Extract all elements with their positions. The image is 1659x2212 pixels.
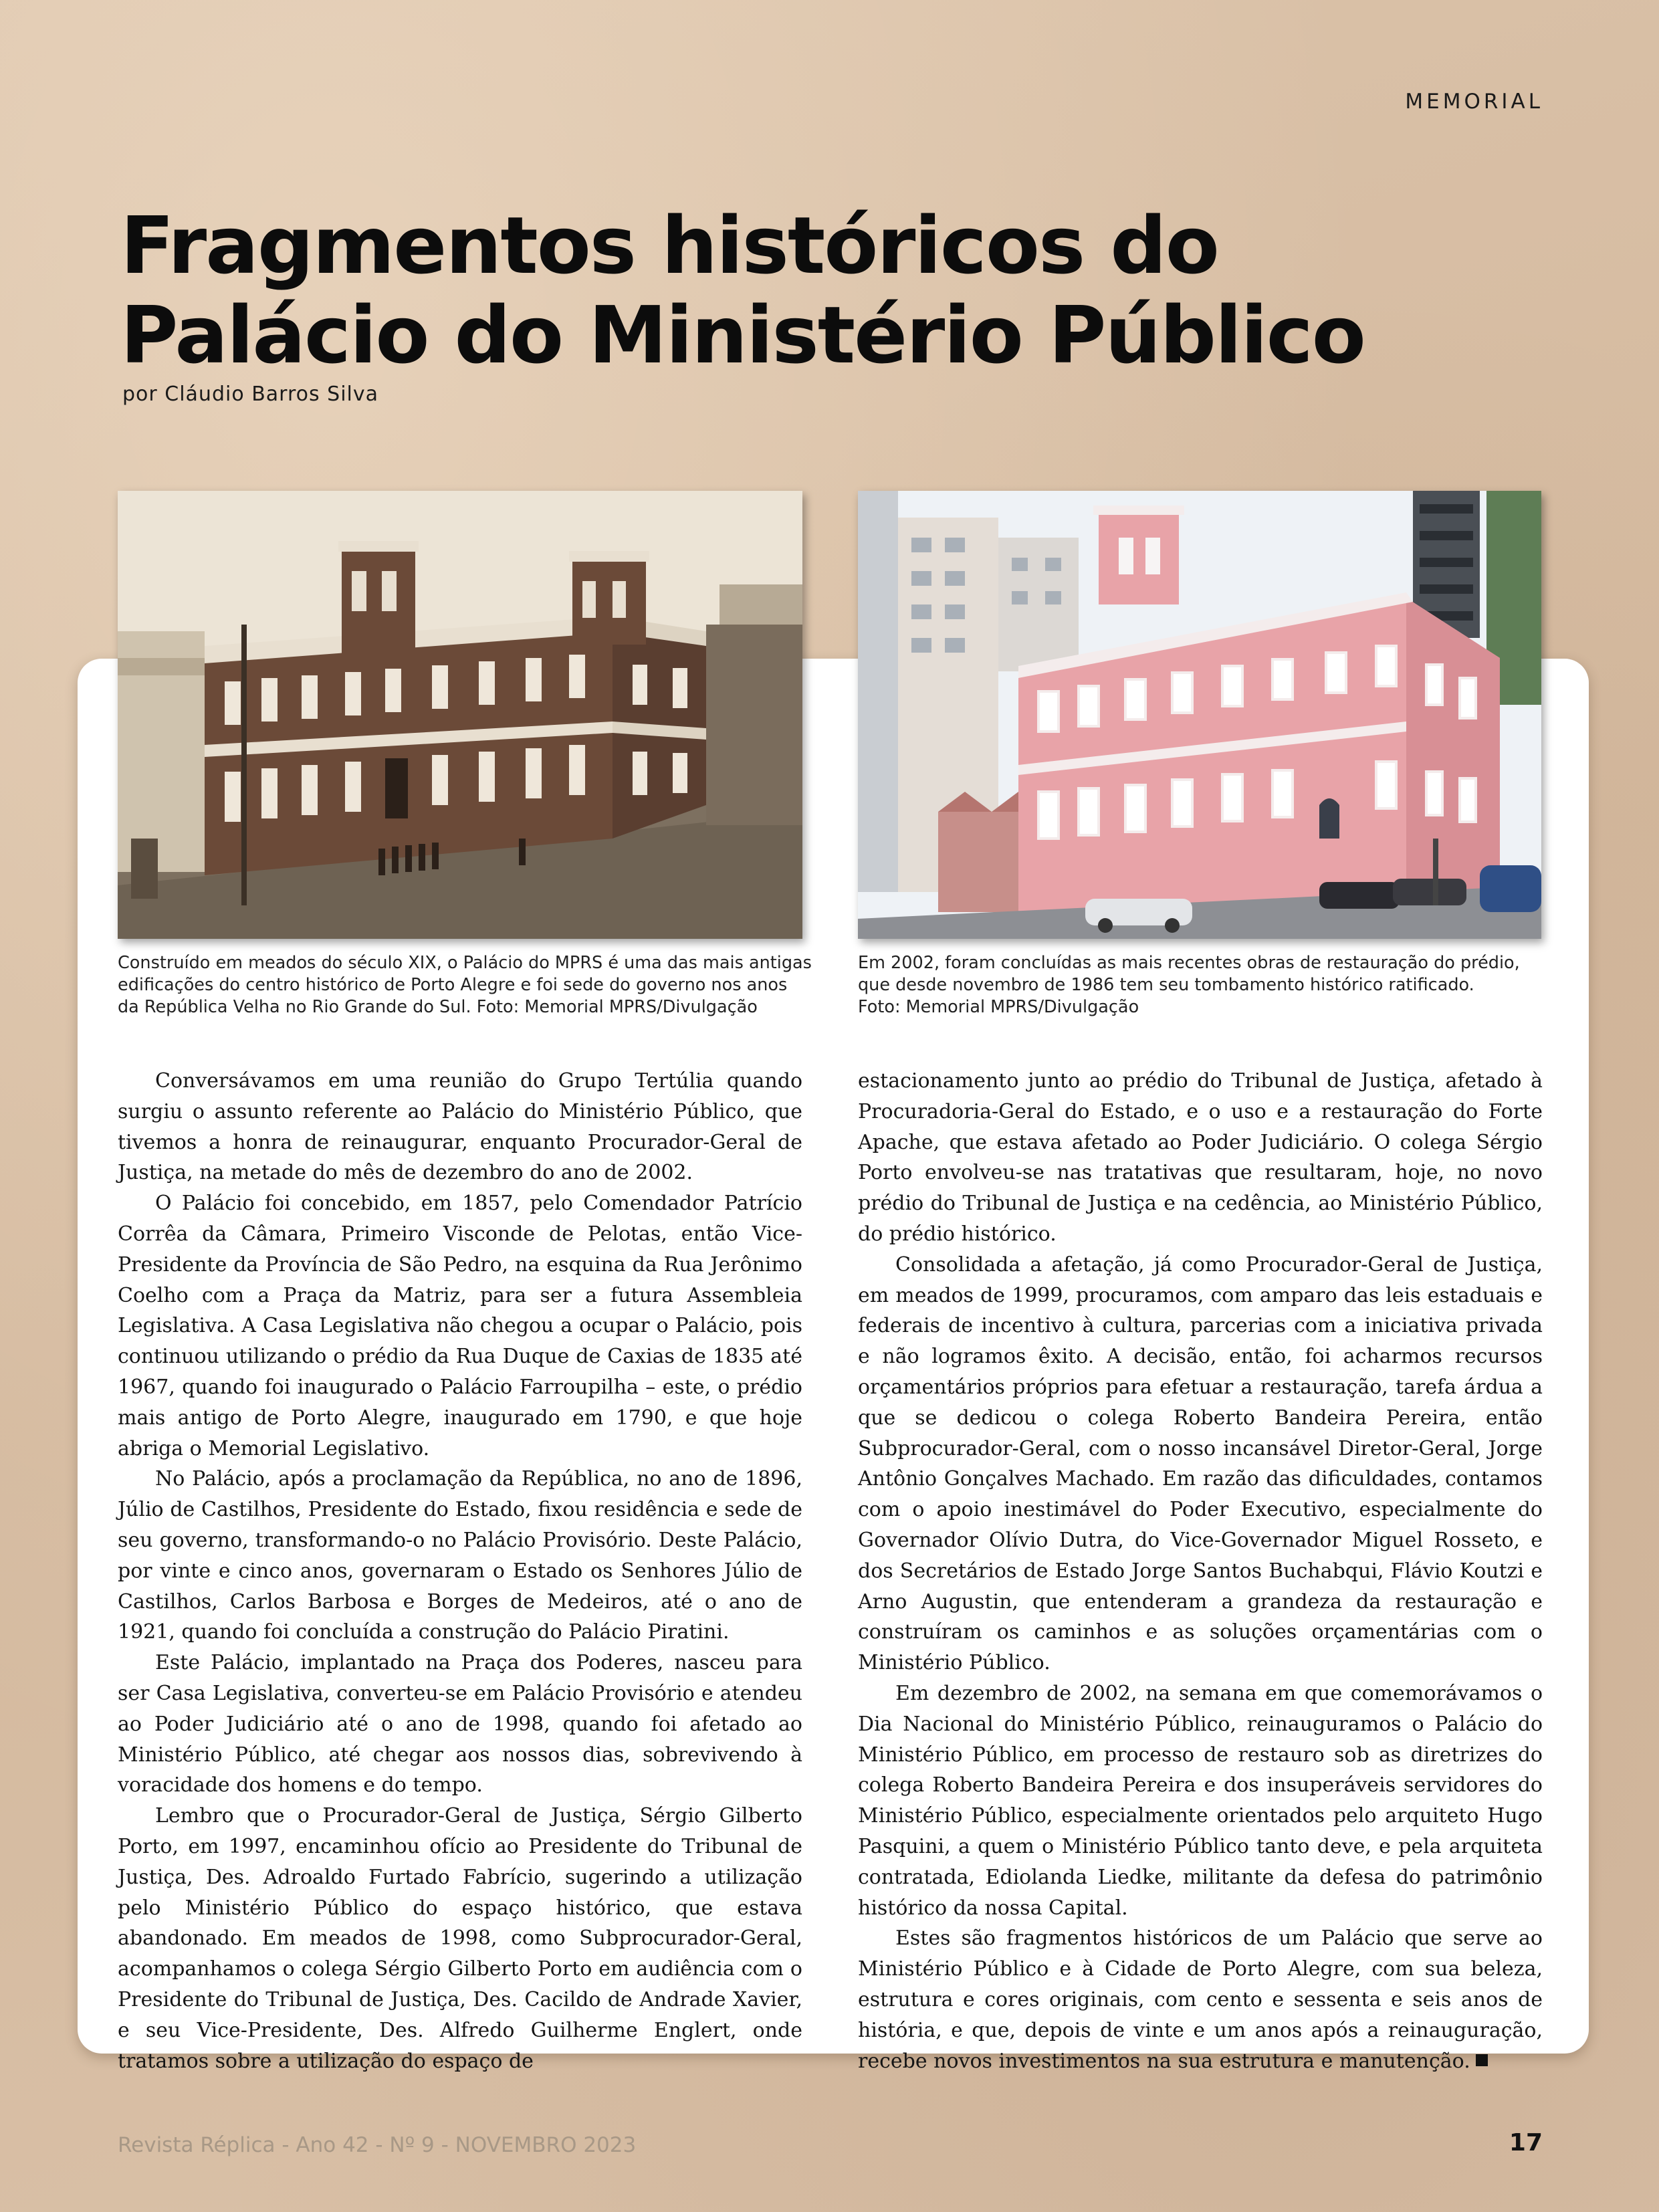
- article-title: [120, 201, 1525, 380]
- right-caption-line-1: Em 2002, foram concluídas as mais recentes obras de restauração do prédio,: [858, 953, 1520, 973]
- paragraph: Lembro que o Procurador-Geral de Justiça, Sérgio Gilberto Porto, em 1997, encaminhou ofício ao Presidente do Tribunal de Justiça, Des. Adroaldo Furtado Fabrício, sugerindo a utilização pelo Ministério Público do espaço histórico, que estava abandonado. Em meados de 1998, como Subprocurador-Geral, acompanhamos o colega Sérgio Gilberto Porto em audiência com o Presidente do Tribunal de Justiça, Des. Cacildo de Andrade Xavier, e seu Vice-Presidente, Des. Alfredo Guilherme Englert, onde tratamos sobre a utilização do espaço de: [118, 1804, 802, 2073]
- restored-palace-photo: [858, 491, 1541, 939]
- end-of-article-mark: [1476, 2054, 1488, 2066]
- title-line-1: Fragmentos históricos do: [120, 199, 1218, 292]
- paragraph: Em dezembro de 2002, na semana em que comemorávamos o Dia Nacional do Ministério Público, reinauguramos o Palácio do Ministério Público, em processo de restauro sob as diretrizes do colega Roberto Bandeira Pereira e dos insuperáveis servidores do Ministério Público, especialmente orientados pelo arquiteto Hugo Pasquini, a quem o Ministério Público tanto deve, e pela arquiteta contratada, Ediolanda Liedke, militante da defesa do patrimônio histórico da nossa Capital.: [858, 1681, 1543, 1920]
- historic-palace-illustration: [118, 491, 802, 939]
- left-photo-caption: Construído em meados do século XIX, o Palácio do MPRS é uma das mais antigas edificações do centro histórico de Porto Alegre e foi sede do governo nos anos da República Velha no Rio Grande do Sul. Foto: Memorial MPRS/Divulgação: [118, 953, 812, 1017]
- paragraph: Consolidada a afetação, já como Procurador-Geral de Justiça, em meados de 1999, procuramos, com amparo das leis estaduais e federais de incentivo à cultura, parcerias com a iniciativa privada e não logramos êxito. A decisão, então, foi acharmos recursos orçamentários próprios para efetuar a restauração, tarefa árdua a que se dedicou o colega Roberto Bandeira Pereira, então Subprocurador-Geral, com o nosso incansável Diretor-Geral, Jorge Antônio Gonçalves Machado. Em razão das dificuldades, contamos com o apoio inestimável do Poder Executivo, especialmente do Governador Olívio Dutra, do Vice-Governador Miguel Rosseto, e dos Secretários de Estado Jorge Santos Buchabqui, Flávio Koutzi e Arno Augustin, que entenderam a grandeza da restauração e construíram os caminhos e as soluções orçamentárias com o Ministério Público.: [858, 1252, 1543, 1675]
- paragraph: estacionamento junto ao prédio do Tribunal de Justiça, afetado à Procuradoria-Geral do Estado, e o uso e a restauração do Forte Apache, que estava afetado ao Poder Judiciário. O colega Sérgio Porto envolveu-se nas tratativas que resultaram, hoje, no novo prédio do Tribunal de Justiça e na cedência, ao Ministério Público, do prédio histórico.: [858, 1069, 1543, 1246]
- title-line-2: Palácio do Ministério Público: [120, 289, 1365, 381]
- right-caption-line-3: Foto: Memorial MPRS/Divulgação: [858, 997, 1139, 1017]
- historic-palace-photo: [118, 491, 802, 939]
- byline: por Cláudio Barros Silva: [122, 382, 379, 406]
- right-photo-caption: [858, 952, 1553, 1018]
- paragraph: No Palácio, após a proclamação da República, no ano de 1896, Júlio de Castilhos, Presidente do Estado, fixou residência e sede de seu governo, transformando-o no Palácio Provisório. Deste Palácio, por vinte e cinco anos, governaram o Estado os Senhores Júlio de Castilhos, Carlos Barbosa e Borges de Medeiros, até o ano de 1921, quando foi concluída a construção do Palácio Piratini.: [118, 1467, 802, 1644]
- page-number: 17: [1509, 2129, 1543, 2156]
- paragraph-final: [858, 1923, 1543, 2076]
- right-caption-line-2: que desde novembro de 1986 tem seu tombamento histórico ratificado.: [858, 975, 1474, 995]
- paragraph: Conversávamos em uma reunião do Grupo Tertúlia quando surgiu o assunto referente ao Palácio do Ministério Público, que tivemos a honra de reinaugurar, enquanto Procurador-Geral de Justiça, na metade do mês de dezembro do ano de 2002.: [118, 1069, 802, 1185]
- article-column-right: [858, 1066, 1543, 2076]
- restored-palace-illustration: [858, 491, 1541, 939]
- publication-footer: Revista Réplica - Ano 42 - Nº 9 - NOVEMBRO 2023: [118, 2133, 637, 2157]
- final-paragraph-text: Estes são fragmentos históricos de um Palácio que serve ao Ministério Público e à Cidade de Porto Alegre, com sua beleza, estrutura e cores originais, com cento e sessenta e seis anos de história, e que, depois de vinte e um anos após a reinauguração, recebe novos investimentos na sua estrutura e manutenção.: [858, 1926, 1543, 2073]
- paragraph: Este Palácio, implantado na Praça dos Poderes, nasceu para ser Casa Legislativa, converteu-se em Palácio Provisório e atendeu ao Poder Judiciário até o ano de 1998, quando foi afetado ao Ministério Público, até chegar aos nossos dias, sobrevivendo à voracidade dos homens e do tempo.: [118, 1651, 802, 1797]
- paragraph: O Palácio foi concebido, em 1857, pelo Comendador Patrício Corrêa da Câmara, Primeiro Visconde de Pelotas, então Vice-Presidente da Província de São Pedro, na esquina da Rua Jerônimo Coelho com a Praça da Matriz, para ser a futura Assembleia Legislativa. A Casa Legislativa não chegou a ocupar o Palácio, pois continuou utilizando o prédio da Rua Duque de Caxias de 1835 até 1967, quando foi inaugurado o Palácio Farroupilha – este, o prédio mais antigo de Porto Alegre, inaugurado em 1790, e que hoje abriga o Memorial Legislativo.: [118, 1192, 802, 1460]
- article-column-left: [118, 1066, 802, 2076]
- section-label: MEMORIAL: [1405, 90, 1543, 114]
